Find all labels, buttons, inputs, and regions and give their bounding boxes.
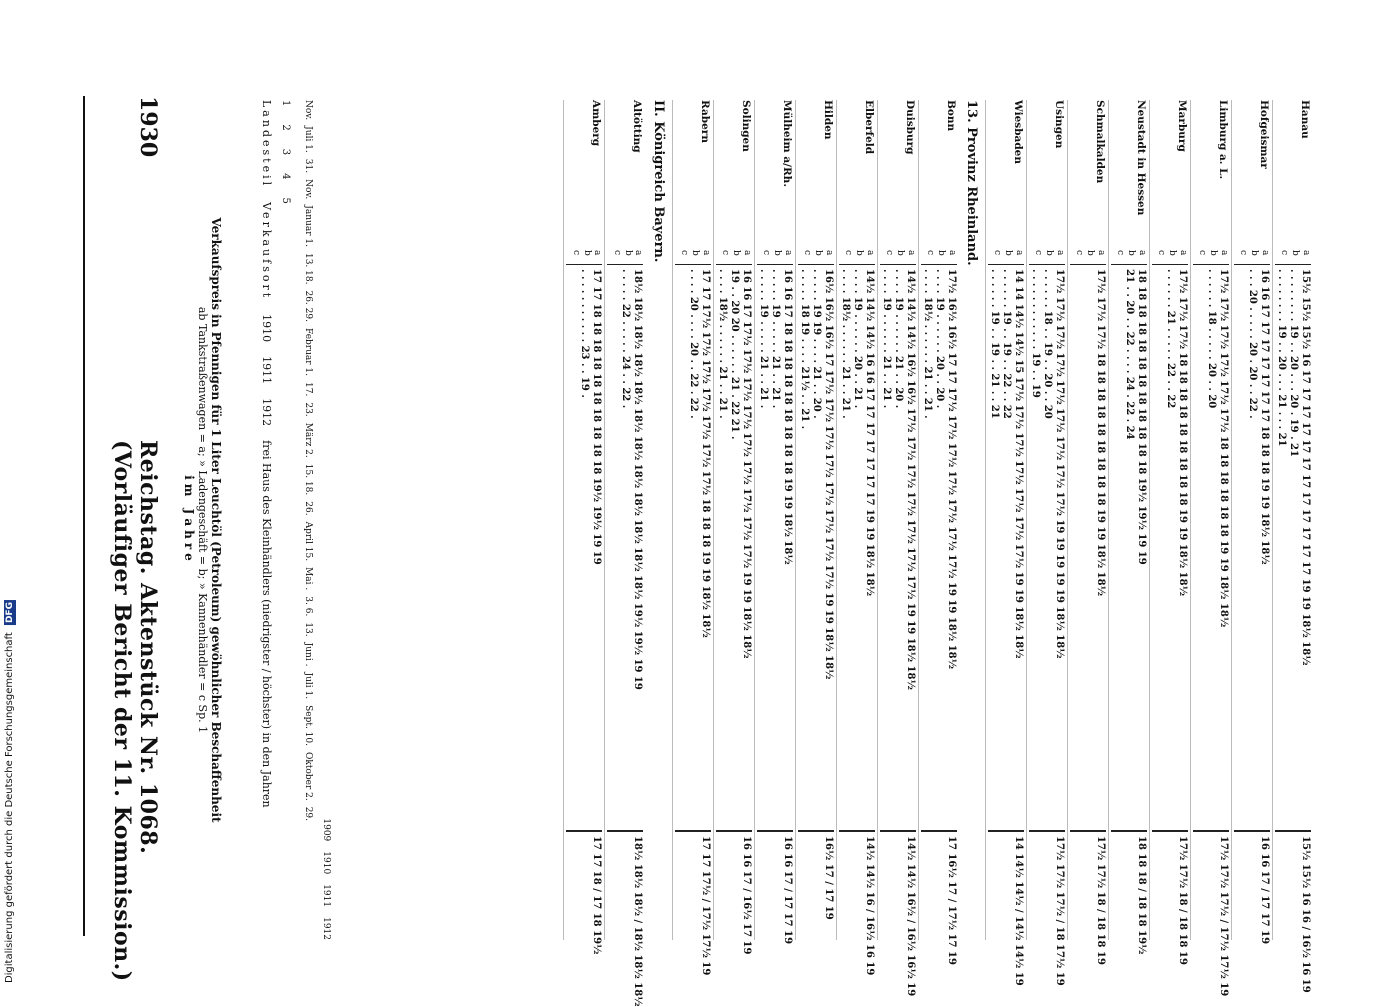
price-line-b: 19 . . 20 20 . . . . . . 21 . 22 21 . (728, 269, 740, 440)
group-1910: 1910 (260, 314, 273, 343)
table-row (918, 100, 959, 965)
table-row (1108, 100, 1149, 955)
legend: ab Tankstraßenwagen = a; » Ladengeschäft = b; » Kannenhändler = c Sp. 1 (196, 306, 209, 734)
price-line-a: 17½ 16½ 16½ 17 17 17½ 17½ 17½ 17½ 17½ 17½ 17½ 19 19 18½ 18½ (945, 269, 957, 670)
price-line-a: 15½ 15½ 15½ 16 17 17 17 17 17 17 17 17 17 17 17 17 19 19 18½ 18½ (1300, 269, 1311, 666)
price-line-b: . . . . . . 18 . . 19 . . 20 . . 20 (1042, 269, 1053, 419)
price-values (608, 264, 644, 830)
frei-haus-values: 16 16 17 / 17 17 19 (1234, 830, 1270, 940)
place-name: Neustadt in Hessen (1135, 100, 1147, 216)
place-name: Elberfeld (862, 100, 875, 155)
frei-haus-values: 17½ 17½ 18 / 18 18 19 (1070, 830, 1106, 940)
frei-haus-values: 16 16 17 / 17 17 19 (757, 830, 793, 940)
frei-haus-values: 18½ 18½ 18½ / 18½ 18½ 18½ (608, 830, 644, 940)
table-row (1272, 100, 1313, 993)
frei-haus-values: 17 17 17½ / 17½ 17½ 19 (675, 830, 711, 940)
price-line-a: 17½ 17½ 17½ 18 18 18 18 18 18 18 18 18 19 19 18½ 18½ (1177, 269, 1188, 597)
price-values (757, 264, 793, 830)
price-line-c: . . . . 18½ . . . . . . 21 . . 21 . (921, 269, 933, 419)
price-line-a: 16 16 17 17½ 17½ 17½ 17½ 17½ 17½ 17½ 17½ 17½ 19 19 18½ 18½ (740, 269, 752, 659)
price-line-c: . . . . 18½ . . . . . . 21 . . 21 . (839, 269, 851, 419)
price-line-b: . . . . 19 . . . . . . 21 . . 20 . (892, 269, 904, 409)
month-header: Februar 1. (303, 327, 313, 377)
legend-suffix: Sp. 1 (196, 704, 209, 734)
table-row (985, 100, 1026, 986)
frei-haus-values: 17½ 17½ 17½ / 18 17½ 19 (1029, 830, 1065, 940)
month-header: 13. 18. (303, 252, 313, 285)
legend-b: » Ladengeschäft = b (196, 460, 209, 576)
price-line-a: 14 14 14½ 14½ 15 17½ 17½ 17½ 17½ 17½ 17½ 17½ 19 19 18½ 18½ (1013, 269, 1024, 659)
month-header: 31. (303, 158, 313, 174)
col-labels (260, 100, 273, 940)
price-line-a: 18½ 18½ 18½ 18½ 18½ 18½ 18½ 18½ 18½ 18½ 18½ 18½ 19½ 19½ 19 19 (632, 269, 644, 690)
price-line-b (1082, 269, 1094, 830)
place-name: Bonn (944, 100, 957, 132)
place-name: Wiesbaden (1012, 100, 1024, 164)
price-line-c: . . . . . . 19 . . 19 . . 21 . . 21 (989, 269, 1000, 419)
col-number-5: 5 (280, 197, 291, 204)
month-header: Mai . (303, 567, 313, 591)
month-header: April 15. (303, 521, 313, 562)
price-line-b: . . . . . 19 19 . . . . 21 . . 20 . (810, 269, 822, 419)
table-row (795, 100, 836, 940)
price-line-c: . . . . . 19 . . . . . 21 . . 21 . (757, 269, 769, 409)
abc-marker: a b c (1156, 250, 1188, 256)
main-caption: Verkaufspreis in Pfennigen für 1 Liter Leuchtöl (Petroleum) gewöhnlicher Beschaffenheit (209, 217, 223, 823)
col-number-1: 1 (280, 100, 291, 107)
month-header: Sept. 10. (303, 705, 313, 746)
price-line-a: 17 17 17½ 17½ 17½ 17½ 17½ 17½ 17½ 18 18 18 19 19 18½ 18½ (699, 269, 711, 638)
place-name: Hanau (1299, 100, 1311, 139)
year-header: 1912 (321, 917, 331, 940)
abc-marker: a b c (720, 250, 752, 256)
col-number-3: 3 (280, 148, 291, 156)
table-caption (182, 100, 223, 940)
month-header: 26. 29. (303, 290, 313, 322)
month-header: 26. (303, 501, 313, 516)
place-name: Marburg (1176, 100, 1188, 152)
price-values (1152, 264, 1188, 830)
table-row (1149, 100, 1190, 965)
place-name: Altötting (631, 100, 644, 153)
abc-marker: a b c (1115, 250, 1147, 256)
price-line-b: . . . . . . . . . . . 23 . . 19 . (579, 269, 591, 398)
price-line-c (1070, 269, 1082, 830)
table-row (1067, 100, 1108, 965)
price-line-a: 18 18 18 18 18 18 18 18 18 18 18 18 19½ 19½ 19 19 (1136, 269, 1147, 565)
frei-haus-values: 14 14½ 14½ / 14½ 14½ 19 (988, 830, 1024, 940)
years-row (321, 100, 331, 940)
abc-marker: a b c (802, 250, 834, 256)
place-name: Usingen (1053, 100, 1065, 149)
month-header: 17. (303, 382, 313, 397)
frei-haus-values: 16½ 17 / 17 19 (798, 830, 834, 940)
price-values (1029, 264, 1065, 830)
price-line-b: 21 . . 20 . . 22 . . . . 24 . 22 . 24 (1124, 269, 1135, 440)
price-values (1275, 264, 1311, 830)
month-header: Januar 1. (303, 205, 313, 247)
price-line-c: . . . . . . . . . . . . 19 . . 19 (1030, 269, 1041, 398)
landesteil-label: Landesteil (260, 100, 273, 189)
price-line-a: 17 17 18 18 18 18 18 18 18 18 18 18 19½ 19½ 19 19 (591, 269, 603, 565)
price-line-c (567, 269, 579, 830)
table-row (605, 100, 646, 1007)
table-row (1231, 100, 1272, 945)
month-header: Juni . (303, 642, 313, 667)
price-line-a: 17½ 17½ 17½ 17½ 17½ 17½ 18 18 18 18 18 18 19 19 18½ 18½ (1218, 269, 1229, 628)
verkaufsort-label: Verkaufsort (260, 202, 273, 301)
place-name: Rabern (698, 100, 711, 143)
abc-marker: a b c (884, 250, 916, 256)
price-line-c: . . . . . . . . 19 . . 20 . . . 21 . . . 21 (1276, 269, 1287, 447)
month-header: 3. 6. (303, 596, 313, 617)
table-row (754, 100, 795, 945)
frei-haus-values: 15½ 15½ 16 16 / 16½ 16 19 (1275, 830, 1311, 940)
table-body (343, 100, 1313, 1007)
place-name: Mülheim a/Rh. (780, 100, 793, 187)
price-line-b: . . . 20 . . . . . 20 . 20 . . 22 . (1247, 269, 1258, 419)
table-row (836, 100, 877, 976)
price-line-a: 14½ 14½ 14½ 16½ 16½ 17½ 17½ 17½ 17½ 17½ 17½ 17½ 19 19 18½ 18½ (904, 269, 916, 690)
table-row (713, 100, 754, 955)
im-jahre: im Jahre (182, 475, 196, 565)
abc-marker: a b c (1197, 250, 1229, 256)
abc-marker: a b c (1279, 250, 1311, 256)
price-values (1234, 264, 1270, 830)
legend-c: » Kannenhändler = c (196, 582, 209, 702)
price-line-c (1193, 269, 1205, 830)
month-header: Juli 1. (303, 672, 313, 700)
abc-marker: a b c (570, 250, 603, 256)
frei-haus-values: 17 16½ 17 / 17½ 17 19 (921, 830, 957, 940)
footer-note (4, 600, 16, 983)
price-line-b: . . . . . . . . 19 . . 20 . . . 20 . 19 . 21 (1288, 269, 1299, 457)
price-values (798, 264, 834, 830)
page-number: 1930 (135, 96, 161, 158)
price-line-c (675, 269, 687, 830)
price-line-b: . . . . 19 . . . . . . 20 . . 21 . (851, 269, 863, 409)
price-line-c (1234, 269, 1246, 830)
price-line-a: 17½ 17½ 17½ 17½ 17½ 17½ 17½ 17½ 17½ 19 19 19 19 19 18½ 18½ (1054, 269, 1065, 659)
table-row (1190, 100, 1231, 997)
table-row (564, 100, 605, 955)
month-header: März 2. (303, 422, 313, 458)
abc-marker: a b c (843, 250, 875, 256)
price-values (1193, 264, 1229, 830)
year-header: 1910 (321, 851, 331, 875)
price-line-a: 17½ 17½ 17½ 18 18 18 18 18 18 18 18 18 19 19 18½ 18½ (1095, 269, 1106, 597)
price-values (921, 264, 957, 830)
frei-haus-values: 14½ 14½ 16 / 16½ 16 19 (839, 830, 875, 940)
abc-marker: a b c (1238, 250, 1270, 256)
price-line-b: . . . . . . 19 . . 19 . . 22 . . 22 (1001, 269, 1012, 419)
price-values (839, 264, 875, 830)
year-header: 1909 (321, 818, 331, 842)
abc-marker: a b c (679, 250, 711, 256)
legend-a: ab Tankstraßenwagen = a (196, 306, 209, 453)
price-values (1070, 264, 1106, 830)
price-line-c: . . . . 19 . . . . . . 21 . . 21 . (880, 269, 892, 409)
frei-haus-values: 18 18 18 / 18 18 19½ (1111, 830, 1147, 940)
price-line-c (1152, 269, 1164, 830)
col-number-4: 4 (280, 173, 291, 180)
dfg-logo-icon: DFG (5, 602, 15, 624)
price-line-b: . . . . 20 . . . . 20 . . 22 . 22 . (687, 269, 699, 419)
price-line-b: . . . . . . 18 . . . . . 20 . . 20 (1206, 269, 1217, 409)
price-line-b: . . . . . 19 . . . . . 21 . . 21 . (769, 269, 781, 409)
abc-marker: a b c (992, 250, 1024, 256)
frei-haus-label: frei Haus des Kleinhändlers (niedrigster / höchster) in den Jahren (260, 440, 273, 808)
place-name: Schmalkalden (1094, 100, 1106, 184)
price-line-a: 14½ 14½ 14½ 16 16 17 17 17 17 17 17 17 19 19 18½ 18½ (863, 269, 875, 597)
frei-haus-values: 17½ 17½ 17½ / 17½ 17½ 19 (1193, 830, 1229, 940)
price-line-a: 16 16 17 18 18 18 18 18 18 18 18 18 19 19 18½ 18½ (781, 269, 793, 565)
month-header: 23. (303, 402, 313, 417)
price-line-a: 16 16 17 17 17 17 17 17 17 18 18 18 19 19 18½ 18½ (1259, 269, 1270, 565)
abc-marker: a b c (761, 250, 793, 256)
frei-haus-values: 14½ 14½ 16½ / 16½ 16½ 19 (880, 830, 916, 940)
col-number-2: 2 (280, 124, 291, 131)
abc-marker: a b c (1033, 250, 1065, 256)
price-line-c: . . . . 18½ . . . . . . 21 . . 21 . (716, 269, 728, 419)
month-header: 13. (303, 622, 313, 637)
price-line-c (608, 269, 620, 830)
table-row (1026, 100, 1067, 986)
year-header: 1911 (321, 884, 331, 908)
price-line-c: . . . . . 18 19 . . . . 21½ . . 21 . (798, 269, 810, 430)
month-header: 29. (303, 806, 313, 822)
month-header: Nov. (303, 179, 313, 200)
group-1912: 1912 (260, 398, 273, 427)
month-header: Nov. (303, 100, 313, 121)
frei-haus-values: 17½ 17½ 18 / 18 18 19 (1152, 830, 1188, 940)
table-row (672, 100, 713, 976)
running-title: Reichstag. Aktenstück Nr. 1068. (Vorläufiger Bericht der 11. Kommission.) (109, 440, 161, 982)
price-line-b: . . . . 19 . . . . . . 20 . . 20 . (933, 269, 945, 409)
abc-marker: a b c (1074, 250, 1106, 256)
col-numbers (280, 100, 291, 940)
footer-note-text: Digitalisierung gefördert durch die Deutsche Forschungsgemeinschaft (4, 632, 15, 984)
price-values (567, 264, 603, 830)
place-name: Hilden (821, 100, 834, 140)
frei-haus-values: 17 17 18 / 17 18 19½ (567, 830, 603, 940)
place-name: Solingen (739, 100, 752, 152)
months-row (303, 100, 313, 940)
section-heading: II. Königreich Bayern. (650, 100, 666, 263)
price-values (675, 264, 711, 830)
month-header: 15. 18. (303, 463, 313, 496)
section-heading: 13. Provinz Rheinland. (964, 100, 979, 266)
price-line-a: 16½ 16½ 16½ 17 17½ 17½ 17½ 17½ 17½ 17½ 17½ 17½ 19 19 18½ 18½ (822, 269, 834, 680)
price-line-c (1111, 269, 1123, 830)
price-values (880, 264, 916, 830)
price-values (1111, 264, 1147, 830)
price-line-b: . . . . . . 21 . . . . . 22 . . 22 (1165, 269, 1176, 409)
month-header: Oktober 2. (303, 751, 313, 801)
abc-marker: a b c (925, 250, 957, 256)
place-name: Limburg a. L. (1217, 100, 1229, 180)
table-row (877, 100, 918, 997)
month-header: Juli 1. (303, 126, 313, 153)
place-name: Amberg (590, 100, 603, 147)
place-name: Duisburg (903, 100, 916, 155)
group-1911: 1911 (260, 356, 273, 385)
abc-marker: a b c (611, 250, 644, 256)
price-values (988, 264, 1024, 830)
frei-haus-values: 16 16 17 / 16½ 17 19 (716, 830, 752, 940)
price-values (716, 264, 752, 830)
place-name: Hofgeismar (1258, 100, 1270, 169)
price-line-b: . . . . . 22 . . . . . 24 . . 22 . (620, 269, 632, 409)
